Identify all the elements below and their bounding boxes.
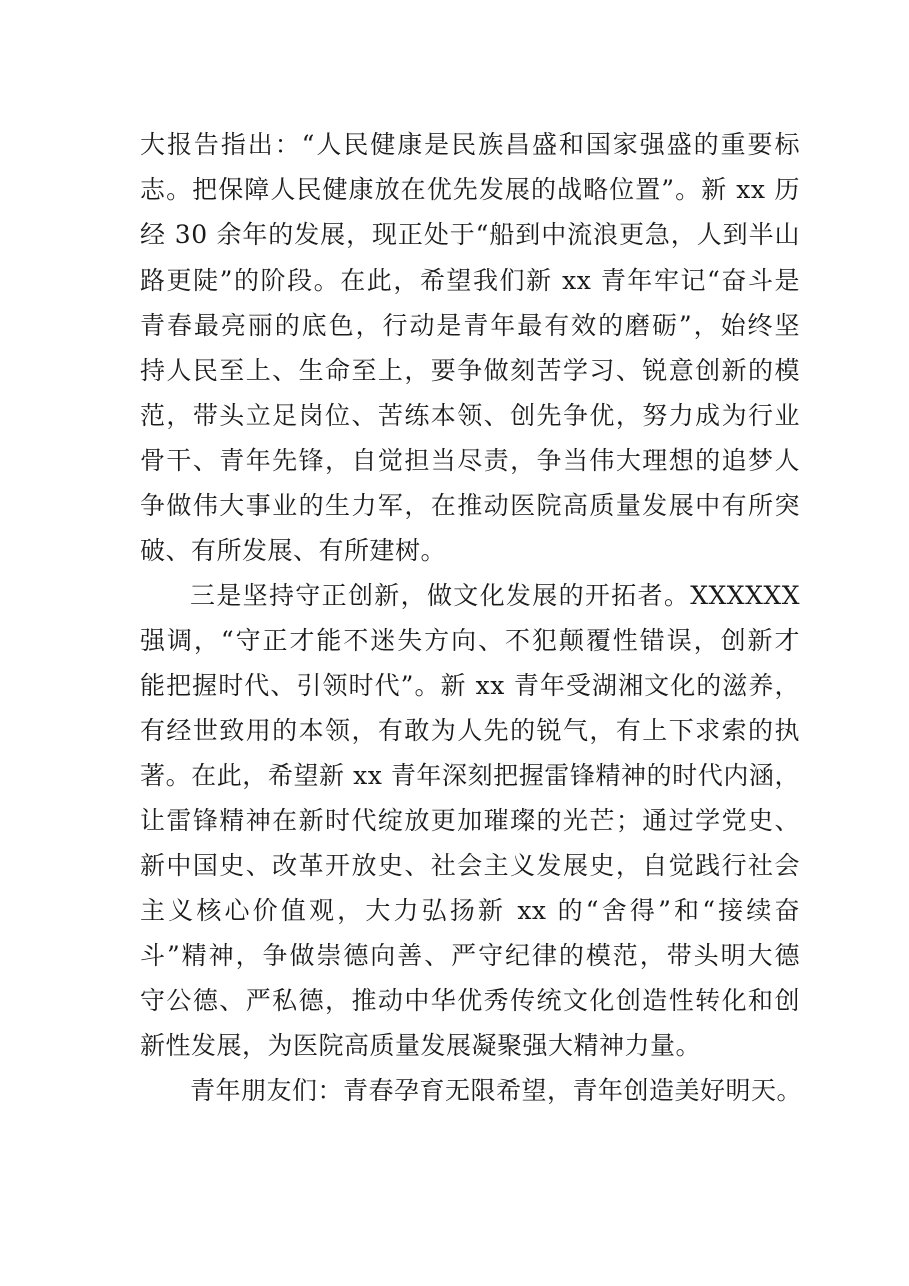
paragraph-start-line: 青年朋友们：青春孕育无限希望，青年创造美好明天。 xyxy=(190,1076,803,1105)
text-line-19: 斗”精神，争做崇德向善、严守纪律的模范，带头明大德 xyxy=(140,941,800,970)
text-line-2: 志。把保障人民健康放在优先发展的战略位置”。新 xx 历 xyxy=(140,175,800,204)
text-line-10: 破、有所发展、有所建树。 xyxy=(140,536,447,565)
paragraph-start-line: 三是坚持守正创新，做文化发展的开拓者。XXXXXX xyxy=(190,581,800,610)
text-line-7: 范，带头立足岗位、苦练本领、创先争优，努力成为行业 xyxy=(140,401,800,430)
text-line-8: 骨干、青年先锋，自觉担当尽责，争当伟大理想的追梦人 xyxy=(140,446,800,475)
text-line-15: 著。在此，希望新 xx 青年深刻把握雷锋精神的时代内涵， xyxy=(140,761,800,790)
text-line-6: 持人民至上、生命至上，要争做刻苦学习、锐意创新的模 xyxy=(140,356,800,385)
text-line-17: 新中国史、改革开放史、社会主义发展史，自觉践行社会 xyxy=(140,851,800,880)
text-line-14: 有经世致用的本领，有敢为人先的锐气，有上下求索的执 xyxy=(140,716,800,745)
text-line-21: 新性发展，为医院高质量发展凝聚强大精神力量。 xyxy=(140,1031,702,1060)
text-line-16: 让雷锋精神在新时代绽放更加璀璨的光芒；通过学党史、 xyxy=(140,806,800,835)
text-line-18: 主义核心价值观，大力弘扬新 xx 的“舍得”和“接续奋 xyxy=(140,896,800,925)
text-line-12: 强调，“守正才能不迷失方向、不犯颠覆性错误，创新才 xyxy=(140,626,800,655)
text-line-9: 争做伟大事业的生力军，在推动医院高质量发展中有所突 xyxy=(140,491,800,520)
text-line-13: 能把握时代、引领时代”。新 xx 青年受湖湘文化的滋养， xyxy=(140,671,800,700)
text-line-1: 大报告指出：“人民健康是民族昌盛和国家强盛的重要标 xyxy=(140,130,800,159)
text-line-20: 守公德、严私德，推动中华优秀传统文化创造性转化和创 xyxy=(140,986,800,1015)
text-line-4: 路更陡”的阶段。在此，希望我们新 xx 青年牢记“奋斗是 xyxy=(140,266,800,295)
text-line-3: 经 30 余年的发展，现正处于“船到中流浪更急，人到半山 xyxy=(140,220,800,249)
text-line-5: 青春最亮丽的底色，行动是青年最有效的磨砺”，始终坚 xyxy=(140,311,800,340)
